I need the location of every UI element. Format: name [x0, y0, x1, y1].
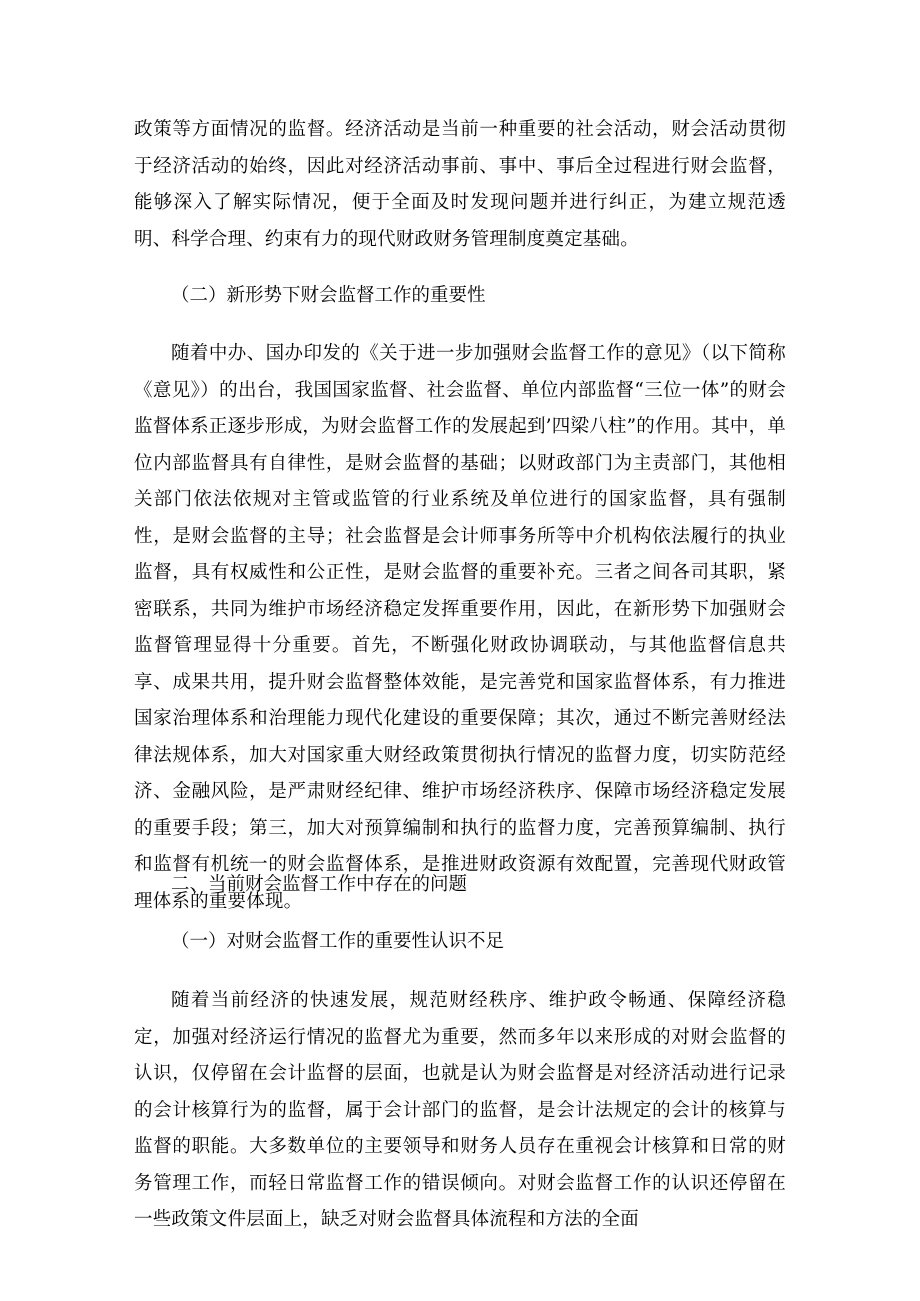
section-heading-problems: 二、当前财会监督工作中存在的问题 [171, 874, 468, 895]
subheading-insufficient-awareness: （一）对财会监督工作的重要性认识不足 [171, 931, 505, 952]
paragraph-insufficient-awareness: 随着当前经济的快速发展，规范财经秩序、维护政令畅通、保障经济稳定，加强对经济运行情况的监督尤为重要，然而多年以来形成的对财会监督的认识，仅停留在会计监督的层面，也就是认为财会监督是对经济活动进行记录的会计核算行为的监督，属于会计部门的监督，是会计法规定的会计的核算与监督的职能。大多数单位的主要领导和财务人员存在重视会计核算和日常的财务管理工作，而轻日常监督工作的错误倾向。对财会监督工作的认识还停留在一些政策文件层面上，缺乏对财会监督具体流程和方法的全面 [134, 990, 786, 1230]
subheading-importance: （二）新形势下财会监督工作的重要性 [171, 285, 486, 306]
paragraph-continued: 政策等方面情况的监督。经济活动是当前一种重要的社会活动，财会活动贯彻于经济活动的始终，因此对经济活动事前、事中、事后全过程进行财会监督，能够深入了解实际情况，便于全面及时发现问题并进行纠正，为建立规范透明、科学合理、约束有力的现代财政财务管理制度奠定基础。 [134, 119, 786, 250]
paragraph-importance: 随着中办、国办印发的《关于进一步加强财会监督工作的意见》（以下简称《意见》）的出台，我国国家监督、社会监督、单位内部监督“三位一体”的财会监督体系正逐步形成，为财会监督工作的发展起到’四梁八柱”的作用。其中，单位内部监督具有自律性，是财会监督的基础；以财政部门为主责部门，其他相关部门依法依规对主管或监管的行业系统及单位进行的国家监督，具有强制性，是财会监督的主导；社会监督是会计师事务所等中介机构依法履行的执业监督，具有权威性和公正性，是财会监督的重要补充。三者之间各司其职，紧密联系，共同为维护市场经济稳定发挥重要作用，因此，在新形势下加强财会监督管理显得十分重要。首先，不断强化财政协调联动，与其他监督信息共享、成果共用，提升财会监督整体效能，是完善党和国家监督体系，有力推进国家治理体系和治理能力现代化建设的重要保障；其次，通过不断完善财经法律法规体系，加大对国家重大财经政策贯彻执行情况的监督力度，切实防范经济、金融风险，是严肃财经纪律、维护市场经济秩序、保障市场经济稳定发展的重要手段；第三，加大对预算编制和执行的监督力度，完善预算编制、执行和监督有机统一的财会监督体系，是推进财政资源有效配置，完善现代财政管理体系的重要体现。 [134, 343, 786, 912]
